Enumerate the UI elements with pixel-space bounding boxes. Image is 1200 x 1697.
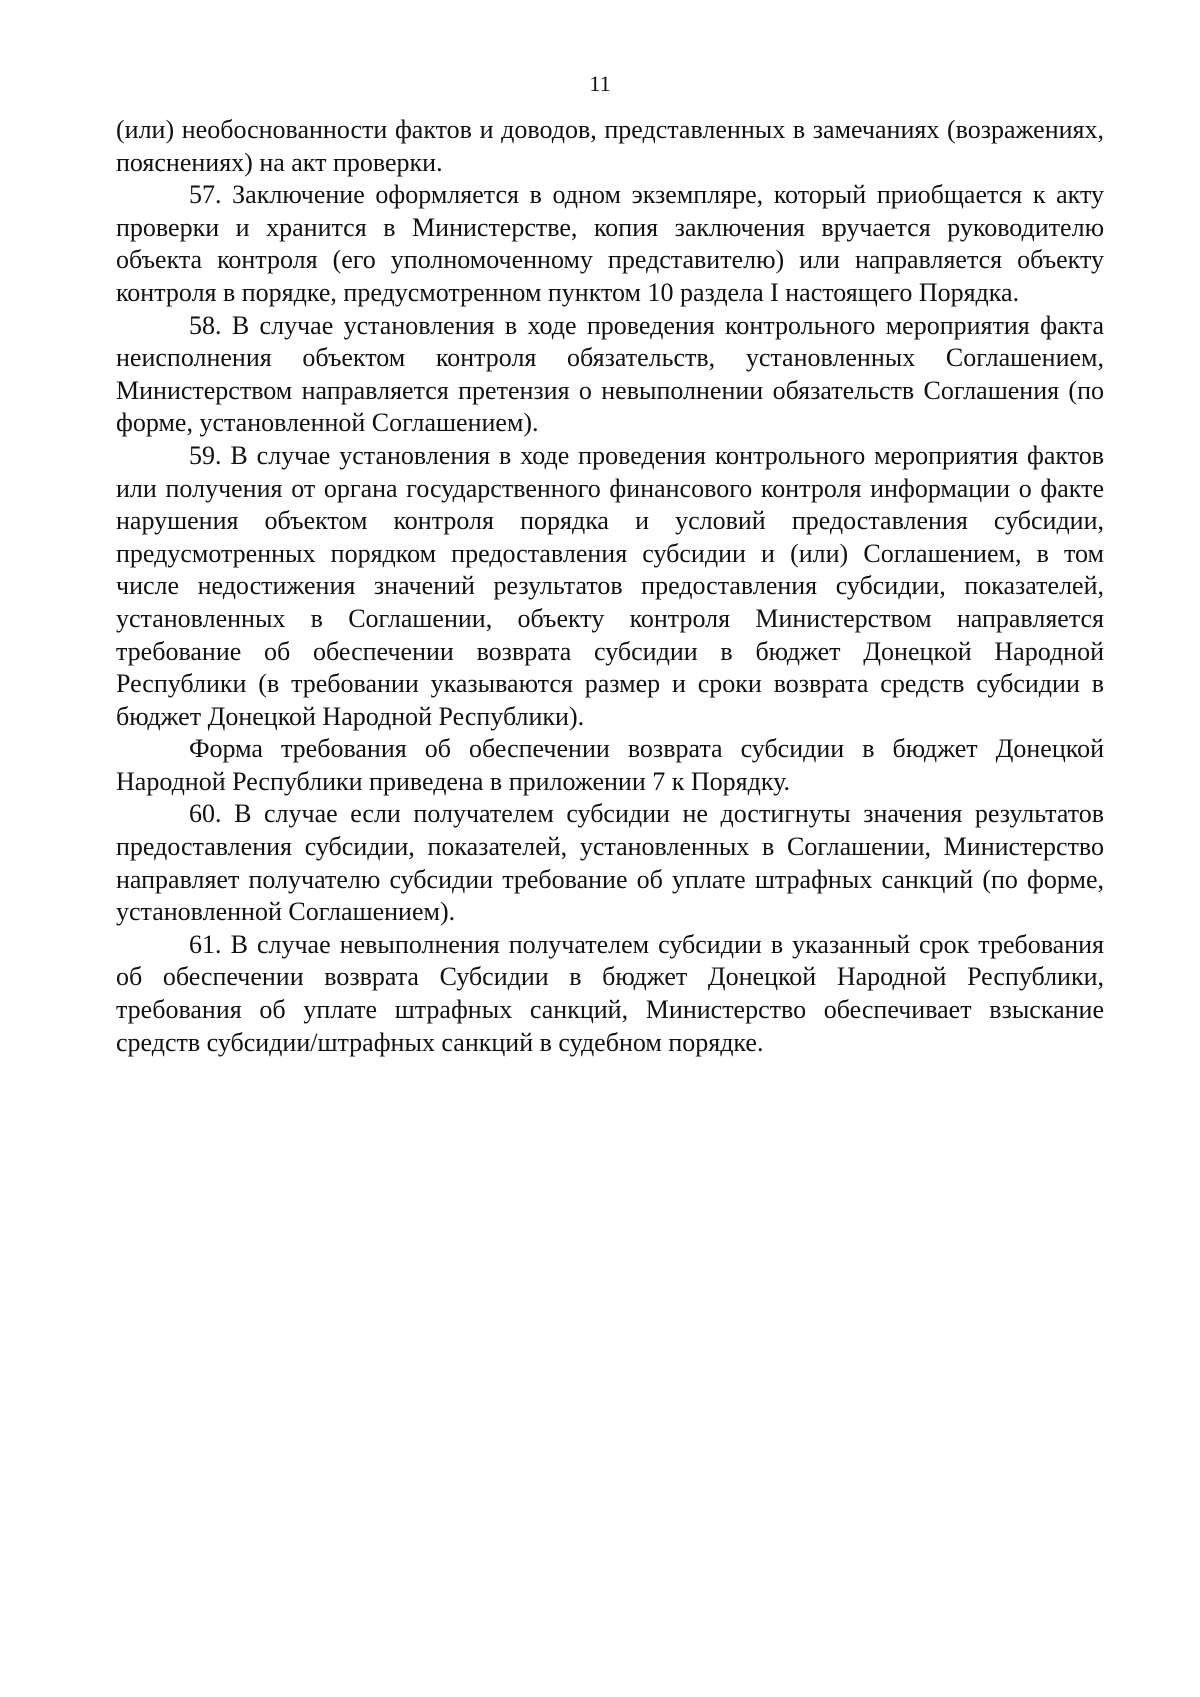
paragraph-60: 60. В случае если получателем субсидии не достигнуты значения результатов предоставления субсидии, показателей, установленных в Соглашении, Министерство направляет получателю субсидии требование об уплате штрафных санкций (по форме, установленной Соглашением). (116, 799, 1104, 927)
document-body (116, 114, 1104, 1059)
paragraph-59: 59. В случае установления в ходе проведения контрольного мероприятия фактов или получения от органа государственного финансового контроля информации о факте нарушения объектом контроля порядка и условий предоставления субсидии, предусмотренных порядком предоставления субсидии и (или) Соглашением, в том числе недостижения значений результатов предоставления субсидии, показателей, установленных в Соглашении, объекту контроля Министерством направляется требование об обеспечении возврата субсидии в бюджет Донецкой Народной Республики (в требовании указываются размер и сроки возврата средств субсидии в бюджет Донецкой Народной Республики). (116, 440, 1104, 731)
paragraph-61: 61. В случае невыполнения получателем субсидии в указанный срок требования об обеспечении возврата Субсидии в бюджет Донецкой Народной Республики, требования об уплате штрафных санкций, Министерство обеспечивает взыскание средств субсидии/штрафных санкций в судебном порядке. (116, 929, 1104, 1057)
paragraph-57: 57. Заключение оформляется в одном экземпляре, который приобщается к акту проверки и хранится в Министерстве, копия заключения вручается руководителю объекта контроля (его уполномоченному представителю) или направляется объекту контроля в порядке, предусмотренном пунктом 10 раздела I настоящего Порядка. (116, 180, 1104, 307)
page-number: 11 (589, 71, 611, 96)
paragraph-continuation: (или) необоснованности фактов и доводов, представленных в замечаниях (возражениях, пояснениях) на акт проверки. (116, 115, 1104, 177)
paragraph-59-form-note: Форма требования об обеспечении возврата субсидии в бюджет Донецкой Народной Республики приведена в приложении 7 к Порядку. (116, 734, 1104, 796)
paragraph-58: 58. В случае установления в ходе проведения контрольного мероприятия факта неисполнения объектом контроля обязательств, установленных Соглашением, Министерством направляется претензия о невыполнении обязательств Соглашения (по форме, установленной Соглашением). (116, 310, 1104, 438)
